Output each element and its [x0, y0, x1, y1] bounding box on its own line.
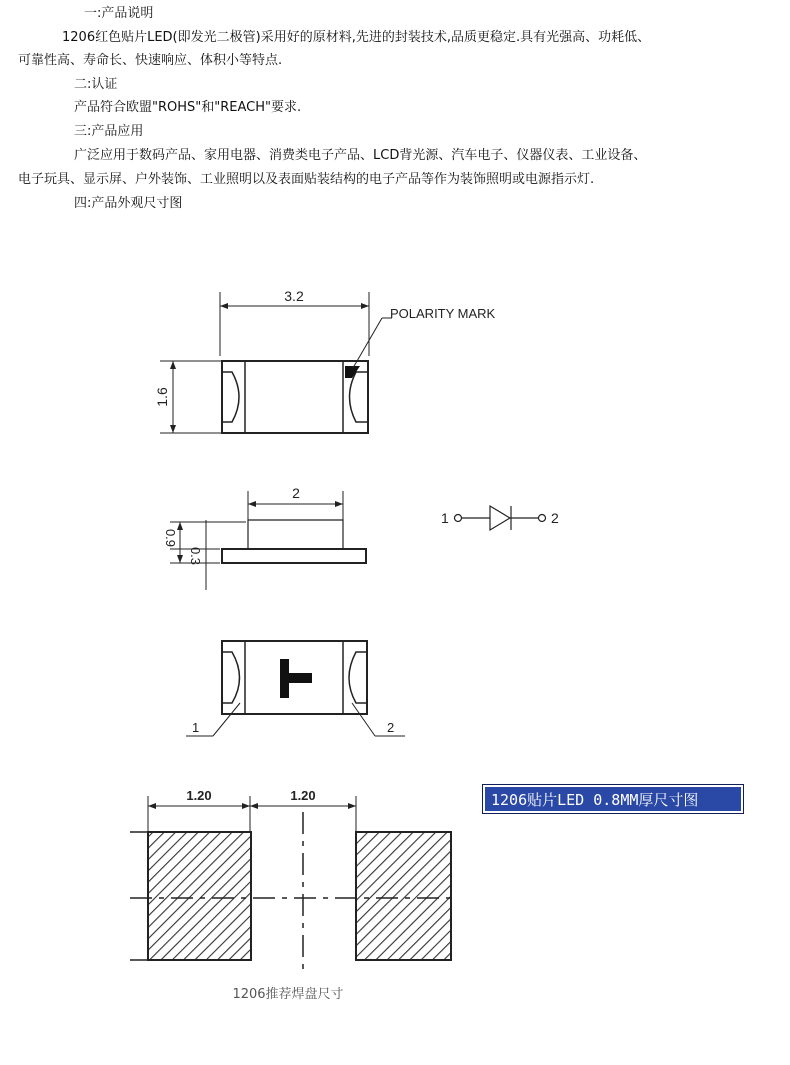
- section-1-line-2: 可靠性高、寿命长、快速响应、体积小等特点.: [18, 53, 283, 68]
- bottom-pin-1: 1: [192, 720, 200, 735]
- side-view: [170, 491, 366, 590]
- dimension-banner: 1206贴片LED 0.8MM厚尺寸图: [482, 784, 744, 814]
- pad-dim-right: 1.20: [290, 788, 316, 803]
- side-height-label: 0.9: [163, 528, 178, 548]
- section-3-line-2: 电子玩具、显示屏、户外装饰、工业照明以及表面贴装结构的电子产品等作为装饰照明或电源指示灯.: [18, 172, 595, 187]
- section-3-line-1: 广泛应用于数码产品、家用电器、消费类电子产品、LCD背光源、汽车电子、仪器仪表、工业设备、: [74, 148, 647, 163]
- diode-pin-2: 2: [551, 510, 559, 526]
- section-4-title: 四:产品外观尺寸图: [74, 196, 183, 211]
- diode-pin-1: 1: [441, 510, 449, 526]
- top-view: [160, 292, 392, 433]
- section-3-title: 三:产品应用: [74, 124, 144, 139]
- bottom-pin-2: 2: [387, 720, 395, 735]
- pad-caption: 1206推荐焊盘尺寸: [232, 987, 344, 1002]
- polarity-mark-label: POLARITY MARK: [390, 306, 496, 321]
- section-1-line-1: 1206红色贴片LED(即发光二极管)采用好的原材料,先进的封装技术,品质更稳定.具有光强高、功耗低、: [62, 30, 651, 45]
- section-2-title: 二:认证: [74, 77, 118, 92]
- diode-symbol: [455, 506, 546, 530]
- section-2-body: 产品符合欧盟"ROHS"和"REACH"要求.: [74, 100, 302, 115]
- top-height-label: 1.6: [154, 387, 170, 407]
- top-width-label: 3.2: [284, 288, 304, 304]
- bottom-view: [186, 641, 405, 736]
- pad-dim-left: 1.20: [186, 788, 212, 803]
- side-width-label: 2: [292, 485, 300, 501]
- section-1-title: 一:产品说明: [84, 6, 154, 21]
- side-base-label: 0.3: [188, 546, 203, 566]
- pad-layout: [130, 796, 451, 972]
